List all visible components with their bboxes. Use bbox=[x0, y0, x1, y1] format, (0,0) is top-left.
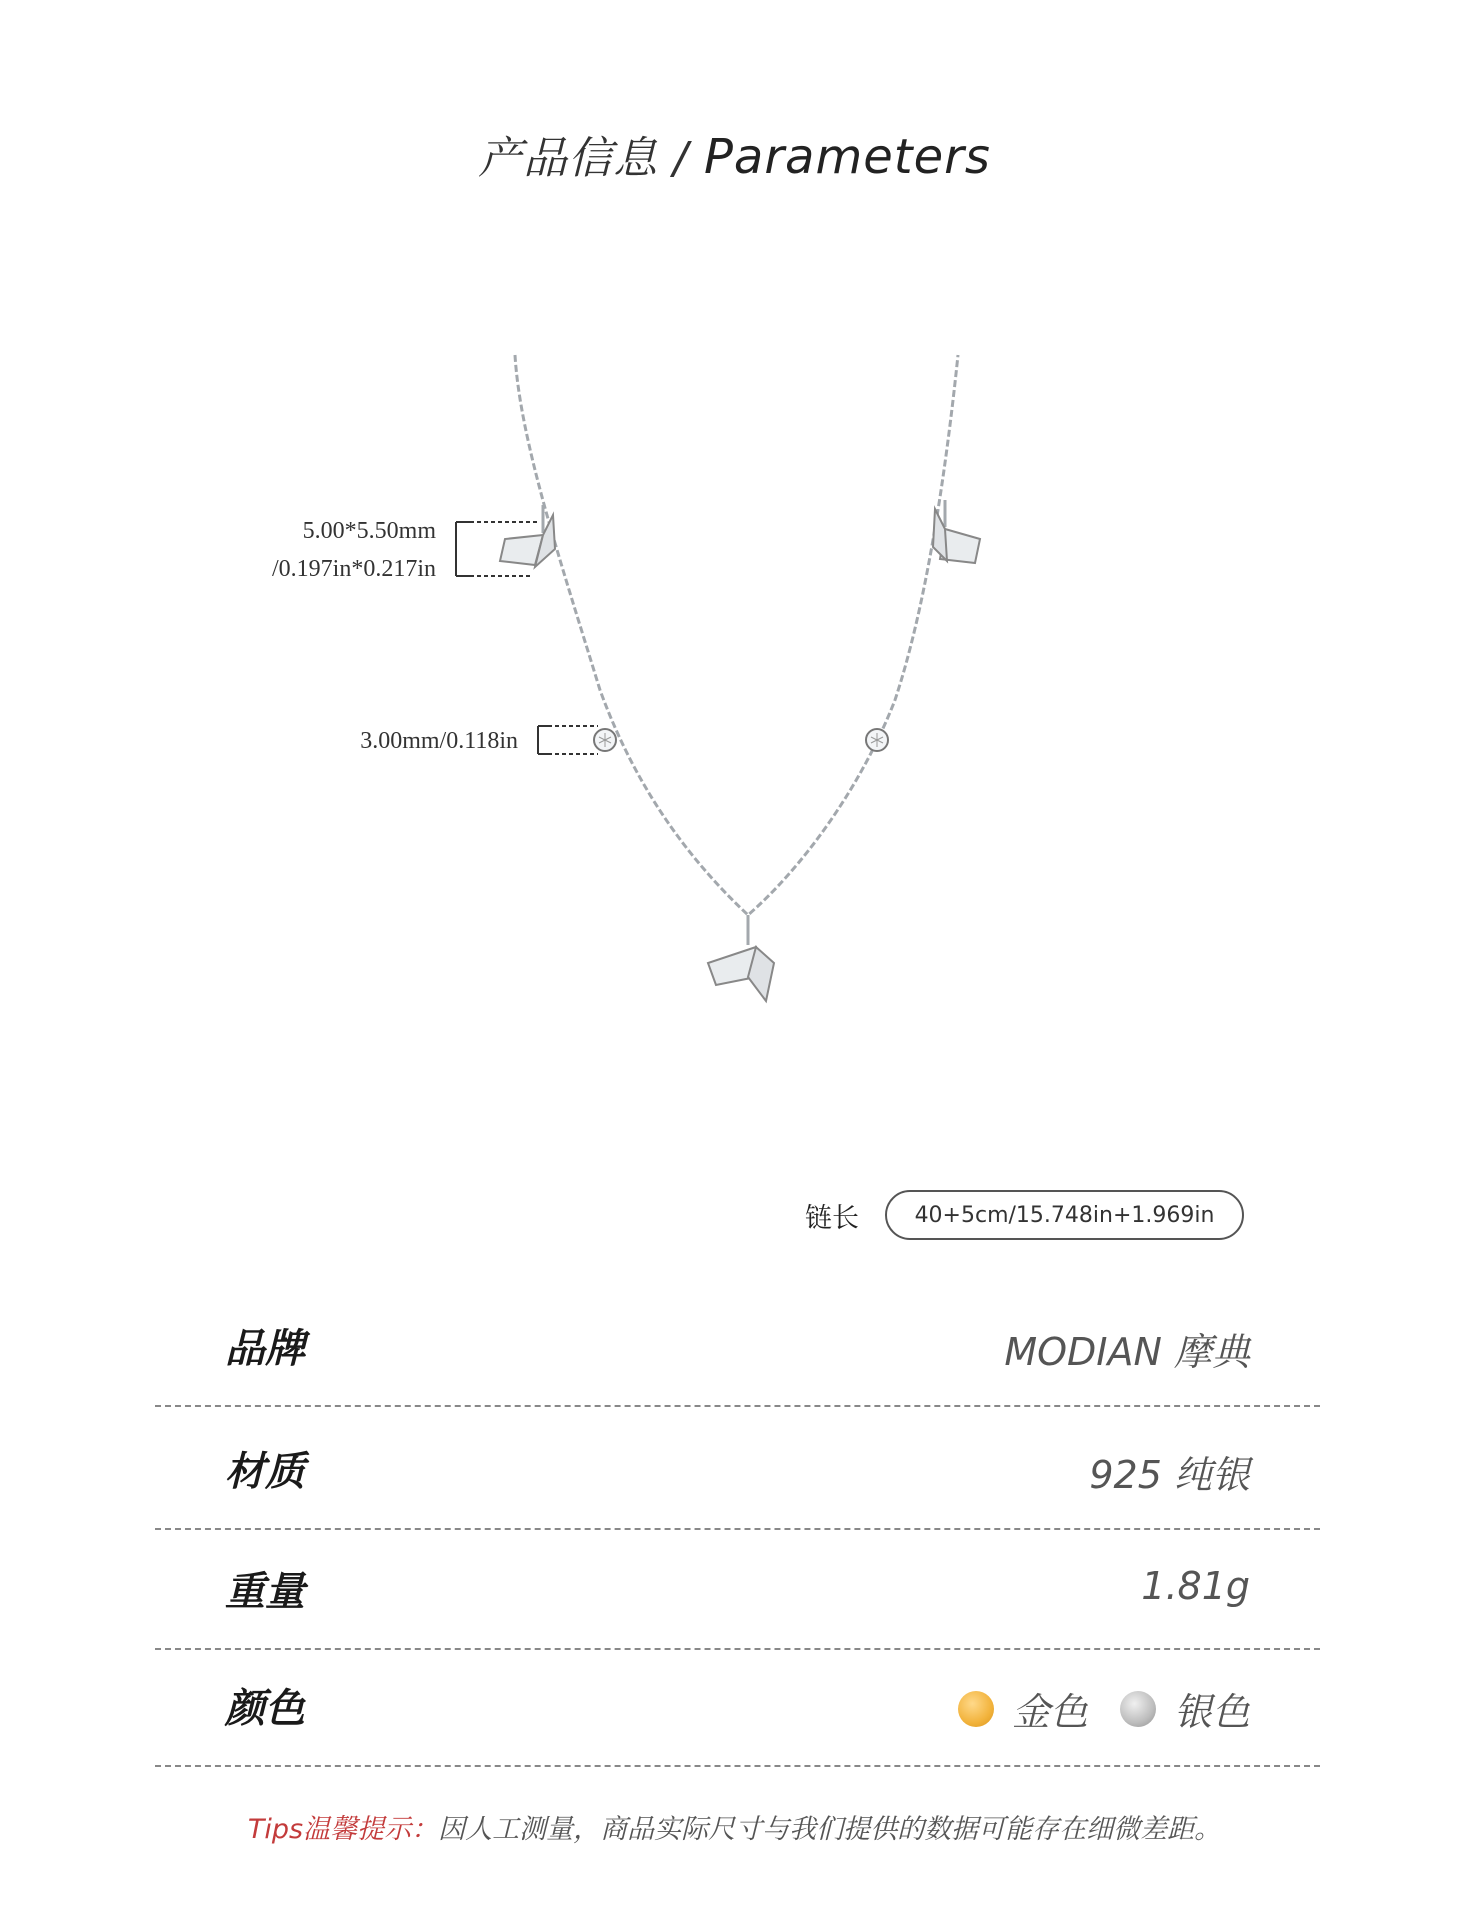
color-option-label: 金色 bbox=[1011, 1690, 1088, 1734]
chain-length-label: 链长 bbox=[805, 1202, 859, 1234]
spec-value: 925 纯银 bbox=[1089, 1453, 1250, 1497]
butterfly-center bbox=[708, 915, 774, 1001]
spec-value: 1.81g bbox=[1141, 1564, 1250, 1608]
title-en: Parameters bbox=[703, 129, 991, 185]
gold-swatch-icon bbox=[958, 1691, 994, 1727]
spec-row-brand bbox=[155, 1297, 1320, 1407]
tips-heading: Tips温馨提示： bbox=[247, 1814, 439, 1845]
spec-label: 材质 bbox=[225, 1449, 305, 1495]
color-option-silver[interactable] bbox=[1120, 1681, 1250, 1736]
row-divider bbox=[155, 1405, 1320, 1407]
spec-label: 品牌 bbox=[225, 1326, 305, 1372]
stone-right bbox=[866, 729, 888, 751]
chain-length bbox=[805, 1190, 1244, 1240]
chain-line bbox=[515, 355, 958, 915]
title-cn: 产品信息 / bbox=[478, 133, 704, 184]
butterfly-dimension bbox=[200, 512, 436, 588]
stone-dimension: 3.00mm/0.118in bbox=[360, 728, 518, 754]
stone-dimension-bracket bbox=[538, 726, 598, 754]
color-option-gold[interactable] bbox=[958, 1681, 1088, 1736]
color-option-label: 银色 bbox=[1173, 1690, 1250, 1734]
tips-note bbox=[0, 1807, 1469, 1846]
row-divider bbox=[155, 1648, 1320, 1650]
spec-row-material bbox=[155, 1420, 1320, 1530]
butterfly-right bbox=[933, 500, 980, 563]
tips-text: 因人工测量，商品实际尺寸与我们提供的数据可能存在细微差距。 bbox=[438, 1814, 1222, 1845]
row-divider bbox=[155, 1765, 1320, 1767]
spec-value: MODIAN 摩典 bbox=[1004, 1330, 1250, 1374]
chain-length-value: 40+5cm/15.748in+1.969in bbox=[885, 1190, 1244, 1240]
spec-label: 重量 bbox=[225, 1569, 305, 1615]
butterfly-dimension-in: /0.197in*0.217in bbox=[271, 556, 436, 582]
butterfly-dimension-mm: 5.00*5.50mm bbox=[302, 518, 436, 544]
silver-swatch-icon bbox=[1120, 1691, 1156, 1727]
row-divider bbox=[155, 1528, 1320, 1530]
spec-label: 颜色 bbox=[225, 1686, 305, 1732]
spec-row-color bbox=[155, 1657, 1320, 1767]
stone-left bbox=[594, 729, 616, 751]
spec-row-weight bbox=[155, 1540, 1320, 1650]
color-options bbox=[926, 1681, 1250, 1736]
